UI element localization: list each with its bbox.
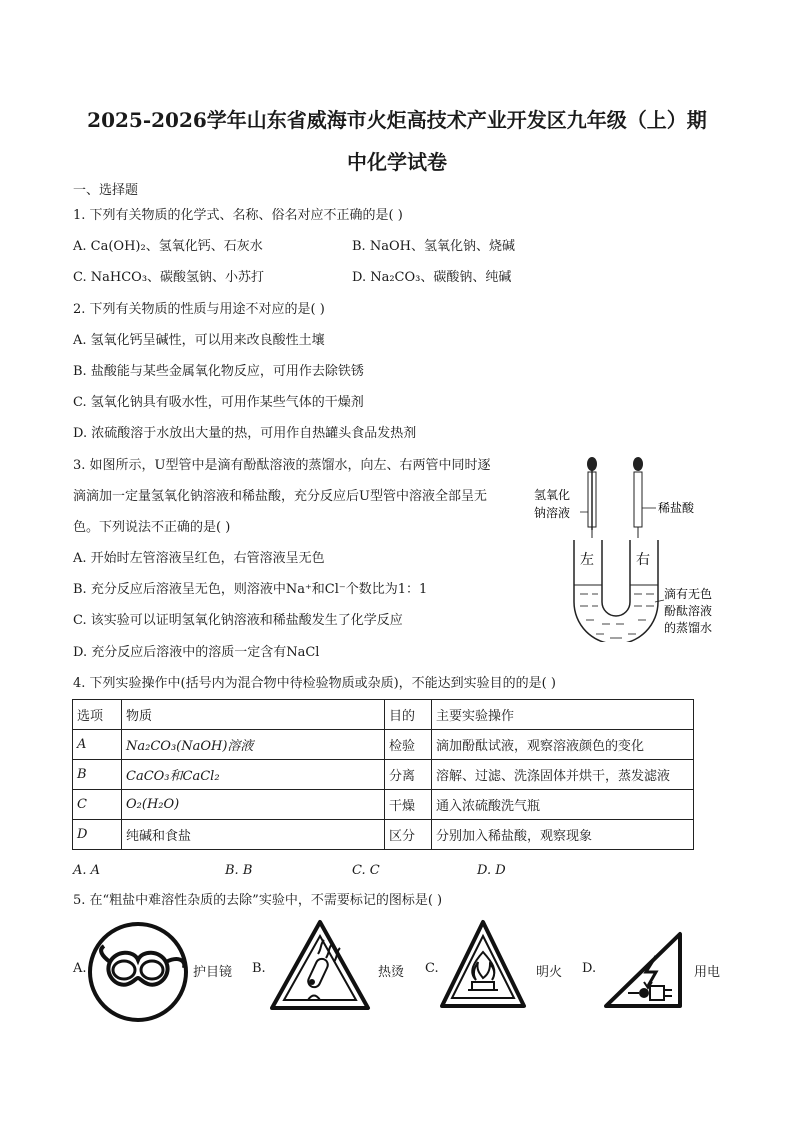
exam-title-line1: 2025-2026学年山东省威海市火炬高技术产业开发区九年级（上）期 <box>87 108 707 132</box>
q2-option-a: A. 氢氧化钙呈碱性，可以用来改良酸性土壤 <box>73 333 325 348</box>
q3-option-d: D. 充分反应后溶液中的溶质一定含有NaCl <box>73 645 320 660</box>
q3-stem-line1: 3. 如图所示，U型管中是滴有酚酞溶液的蒸馏水，向左、右两管中同时逐 <box>73 458 491 473</box>
goggles-icon <box>86 920 190 1024</box>
q1-stem: 1. 下列有关物质的化学式、名称、俗名对应不正确的是( ) <box>73 208 403 223</box>
table-row <box>73 760 694 790</box>
right-dropper-icon <box>633 457 643 538</box>
table-row <box>73 820 694 850</box>
table-header-row <box>73 700 694 730</box>
table-header: 选项 <box>73 700 122 730</box>
right-tube-label: 右 <box>636 552 650 568</box>
table-cell: 溶解、过滤、洗涤固体并烘干，蒸发滤液 <box>432 760 694 790</box>
q2-stem: 2. 下列有关物质的性质与用途不对应的是( ) <box>73 302 325 317</box>
q4-option-c: C. C <box>352 863 380 878</box>
open-flame-icon <box>438 918 528 1012</box>
table-cell: 滴加酚酞试液，观察溶液颜色的变化 <box>432 730 694 760</box>
table-cell: 分别加入稀盐酸，观察现象 <box>432 820 694 850</box>
left-dropper-label-1: 氢氧化 <box>534 488 571 502</box>
table-row <box>73 790 694 820</box>
table-cell: C <box>73 790 122 820</box>
table-cell: 区分 <box>385 820 432 850</box>
table-cell: CaCO₃和CaCl₂ <box>122 760 385 790</box>
q5-option-d-letter: D. <box>582 961 597 976</box>
q3-stem-line3: 色。下列说法不正确的是( ) <box>73 520 231 535</box>
q4-table <box>72 699 694 850</box>
q1-option-b: B. NaOH、氢氧化钠、烧碱 <box>352 239 515 254</box>
q3-option-b: B. 充分反应后溶液呈无色，则溶液中Na⁺和Cl⁻个数比为1：1 <box>73 582 428 597</box>
hot-surface-icon <box>268 918 372 1012</box>
liquid-label-3: 的蒸馏水 <box>664 621 713 635</box>
q1-option-c: C. NaHCO₃、碳酸氢钠、小苏打 <box>73 270 265 285</box>
table-header: 目的 <box>385 700 432 730</box>
q5-option-b-label: 热烫 <box>378 965 405 980</box>
table-cell: 检验 <box>385 730 432 760</box>
q3-stem-line2: 滴滴加一定量氢氧化钠溶液和稀盐酸，充分反应后U型管中溶液全部呈无 <box>73 489 487 504</box>
q4-option-a: A. A <box>73 863 101 878</box>
left-tube-label: 左 <box>580 552 594 568</box>
left-dropper-icon <box>587 457 597 538</box>
table-row <box>73 730 694 760</box>
q2-option-c: C. 氢氧化钠具有吸水性，可用作某些气体的干燥剂 <box>73 395 364 410</box>
q5-stem: 5. 在“粗盐中难溶性杂质的去除”实验中，不需要标记的图标是( ) <box>73 893 443 908</box>
electricity-icon <box>598 926 688 1012</box>
q4-option-d: D. D <box>477 863 506 878</box>
table-cell: Na₂CO₃(NaOH)溶液 <box>122 730 385 760</box>
table-cell: A <box>73 730 122 760</box>
q1-option-d: D. Na₂CO₃、碳酸钠、纯碱 <box>352 270 512 285</box>
u-tube-figure <box>530 452 730 642</box>
left-dropper-label-2: 钠溶液 <box>534 506 571 520</box>
section-heading: 一、选择题 <box>73 183 139 198</box>
table-cell: B <box>73 760 122 790</box>
table-cell: D <box>73 820 122 850</box>
table-cell: 分离 <box>385 760 432 790</box>
q5-option-a-letter: A. <box>73 961 87 976</box>
q2-option-d: D. 浓硫酸溶于水放出大量的热，可用作自热罐头食品发热剂 <box>73 426 417 441</box>
q5-option-d-label: 用电 <box>694 965 721 980</box>
q2-option-b: B. 盐酸能与某些金属氧化物反应，可用作去除铁锈 <box>73 364 364 379</box>
q4-option-b: B. B <box>225 863 253 878</box>
table-header: 主要实验操作 <box>432 700 694 730</box>
q3-option-a: A. 开始时左管溶液呈红色，右管溶液呈无色 <box>73 551 325 566</box>
table-cell: 干燥 <box>385 790 432 820</box>
table-header: 物质 <box>122 700 385 730</box>
right-dropper-label: 稀盐酸 <box>658 501 695 515</box>
q4-stem: 4. 下列实验操作中(括号内为混合物中待检验物质或杂质)，不能达到实验目的的是( ) <box>73 676 556 691</box>
liquid-label-2: 酚酞溶液 <box>664 604 713 618</box>
q3-option-c: C. 该实验可以证明氢氧化钠溶液和稀盐酸发生了化学反应 <box>73 613 403 628</box>
table-cell: 纯碱和食盐 <box>122 820 385 850</box>
q5-option-c-label: 明火 <box>536 965 563 980</box>
q1-option-a: A. Ca(OH)₂、氢氧化钙、石灰水 <box>73 239 263 254</box>
liquid-label-1: 滴有无色 <box>664 587 713 601</box>
q5-option-b-letter: B. <box>252 961 266 976</box>
table-cell: 通入浓硫酸洗气瓶 <box>432 790 694 820</box>
q5-option-a-label: 护目镜 <box>193 965 233 980</box>
exam-title-line2: 中化学试卷 <box>347 150 447 174</box>
table-cell: O₂(H₂O) <box>122 790 385 820</box>
q5-option-c-letter: C. <box>425 961 439 976</box>
